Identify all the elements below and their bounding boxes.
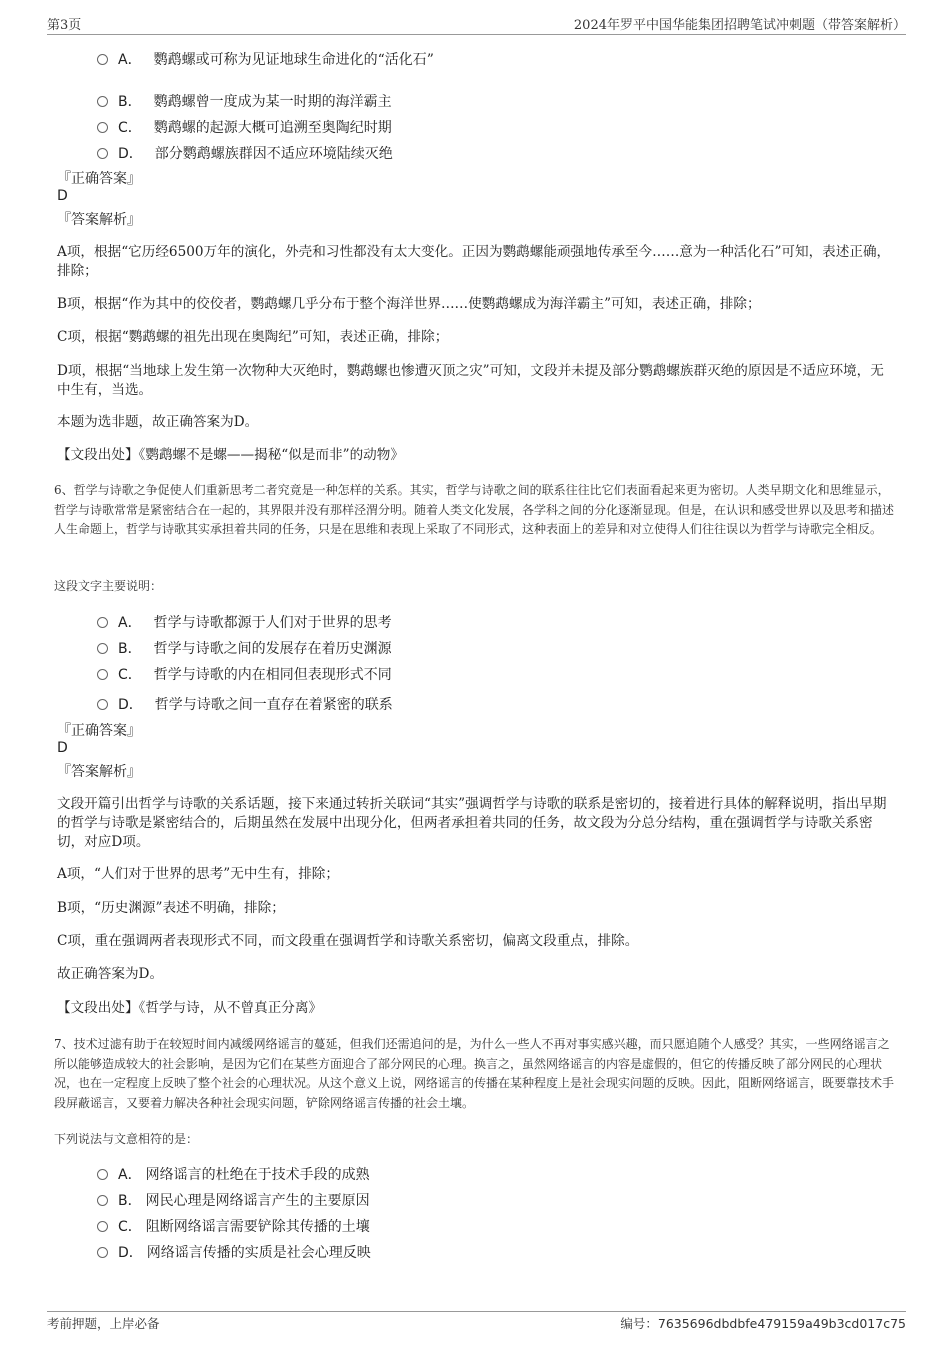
code-value: 7635696dbdbfe479159a49b3cd017c75 <box>657 1316 906 1331</box>
q5-analysis-d: D项，根据“当地球上发生第一次物种大灭绝时，鹦鹉螺也惨遭灭顶之灾”可知，文段并未提及部分鹦鹉螺族群灭绝的原因是不适应环境，无中生有，当选。 <box>57 363 884 398</box>
q5-source: 【文段出处】《鹦鹉螺不是螺——揭秘“似是而非”的动物》 <box>57 447 404 463</box>
q5-answer: D <box>57 188 68 204</box>
page-footer <box>47 1311 906 1331</box>
radio-icon[interactable] <box>97 1195 108 1206</box>
q6-conclusion: 故正确答案为D。 <box>57 966 164 982</box>
q6-analysis-c: C项，重在强调两者表现形式不同，而文段重在强调哲学和诗歌关系密切，偏离文段重点，排除。 <box>57 933 639 949</box>
q5-option-b[interactable]: B． 鹦鹉螺曾一度成为某一时期的海洋霸主 <box>97 91 392 111</box>
radio-icon[interactable] <box>97 148 108 159</box>
q7-option-a[interactable]: A． 网络谣言的杜绝在于技术手段的成熟 <box>97 1164 370 1184</box>
q5-analysis-c: C项，根据“鹦鹉螺的祖先出现在奥陶纪”可知，表述正确，排除； <box>57 329 449 345</box>
radio-icon[interactable] <box>97 699 108 710</box>
q5-option-c[interactable]: C． 鹦鹉螺的起源大概可追溯至奥陶纪时期 <box>97 117 392 137</box>
document-code <box>620 1314 906 1332</box>
radio-icon[interactable] <box>97 669 108 680</box>
q6-prompt: 这段文字主要说明： <box>54 579 163 593</box>
radio-icon[interactable] <box>97 617 108 628</box>
q7-stem: 7、技术过滤有助于在较短时间内减缓网络谣言的蔓延，但我们还需追问的是，为什么一些人不再对事实感兴趣，而只愿追随个人感受？其实，一些网络谣言之所以能够造成较大的社会影响，是因为它们在某些方面迎合了部分网民的心理。换言之，虽然网络谣言的内容是虚假的，但它的传播反映了部分网民的心理状况，也在一定程度上反映了整个社会的心理状况。从这个意义上说，网络谣言的传播在某种程度上是社会现实问题的反映。因此，阻断网络谣言，既要靠技术手段屏蔽谣言，又要着力解决各种社会现实问题，铲除网络谣言传播的社会土壤。 <box>54 1037 895 1111</box>
q6-option-c[interactable]: C． 哲学与诗歌的内在相同但表现形式不同 <box>97 664 392 684</box>
q5-analysis-label: 『答案解析』 <box>57 212 141 228</box>
q6-analysis-label: 『答案解析』 <box>57 764 141 780</box>
q6-option-d[interactable]: D． 哲学与诗歌之间一直存在着紧密的联系 <box>97 694 393 714</box>
q6-option-b[interactable]: B． 哲学与诗歌之间的发展存在着历史渊源 <box>97 638 392 658</box>
q5-answer-label: 『正确答案』 <box>57 171 141 187</box>
q7-prompt: 下列说法与文意相符的是： <box>54 1132 199 1146</box>
q5-option-a[interactable]: A． 鹦鹉螺或可称为见证地球生命进化的“活化石” <box>97 49 434 69</box>
radio-icon[interactable] <box>97 1169 108 1180</box>
q5-option-d[interactable]: D． 部分鹦鹉螺族群因不适应环境陆续灭绝 <box>97 143 393 163</box>
q5-conclusion: 本题为选非题，故正确答案为D。 <box>57 414 259 430</box>
page-header <box>47 14 906 35</box>
q6-option-a[interactable]: A． 哲学与诗歌都源于人们对于世界的思考 <box>97 612 392 632</box>
q7-option-c[interactable]: C． 阻断网络谣言需要铲除其传播的土壤 <box>97 1216 370 1236</box>
radio-icon[interactable] <box>97 122 108 133</box>
radio-icon[interactable] <box>97 1247 108 1258</box>
q6-analysis-main: 文段开篇引出哲学与诗歌的关系话题，接下来通过转折关联词“其实”强调哲学与诗歌的联系是密切的，接着进行具体的解释说明，指出早期的哲学与诗歌是紧密结合的，后期虽然在发展中出现分化，但两者承担着共同的任务，故文段为分总分结构，重在强调哲学与诗歌关系密切，对应D项。 <box>57 796 887 850</box>
footer-slogan: 考前押题，上岸必备 <box>47 1316 160 1331</box>
q7-option-d[interactable]: D． 网络谣言传播的实质是社会心理反映 <box>97 1242 371 1262</box>
q6-answer-label: 『正确答案』 <box>57 723 141 739</box>
q5-analysis-b: B项，根据“作为其中的佼佼者，鹦鹉螺几乎分布于整个海洋世界……使鹦鹉螺成为海洋霸主”可知，表述正确，排除； <box>57 296 761 312</box>
radio-icon[interactable] <box>97 643 108 654</box>
q6-analysis-a: A项，“人们对于世界的思考”无中生有，排除； <box>57 866 339 882</box>
radio-icon[interactable] <box>97 1221 108 1232</box>
q6-analysis-b: B项，“历史渊源”表述不明确，排除； <box>57 900 285 916</box>
code-label: 编号： <box>620 1316 658 1331</box>
q7-option-b[interactable]: B． 网民心理是网络谣言产生的主要原因 <box>97 1190 370 1210</box>
q5-analysis-a: A项，根据“它历经6500万年的演化，外壳和习性都没有太大变化。正因为鹦鹉螺能顽强地传承至今……意为一种活化石”可知，表述正确，排除； <box>57 244 891 279</box>
page-number: 第3页 <box>47 18 82 33</box>
radio-icon[interactable] <box>97 54 108 65</box>
q6-source: 【文段出处】《哲学与诗，从不曾真正分离》 <box>57 1000 323 1016</box>
document-title: 2024年罗平中国华能集团招聘笔试冲刺题（带答案解析） <box>573 18 906 33</box>
radio-icon[interactable] <box>97 96 108 107</box>
q6-stem: 6、哲学与诗歌之争促使人们重新思考二者究竟是一种怎样的关系。其实，哲学与诗歌之间的联系往往比它们表面看起来更为密切。人类早期文化和思维显示，哲学与诗歌常常是紧密结合在一起的，其界限并没有那样泾渭分明。随着人类文化发展，各学科之间的分化逐渐显现。但是，在认识和感受世界以及思考和描述人生命题上，哲学与诗歌其实承担着共同的任务，只是在思维和表现上采取了不同形式，这种表面上的差异和对立使得人们往往误以为哲学与诗歌完全相反。 <box>54 483 895 537</box>
q6-answer: D <box>57 740 68 756</box>
